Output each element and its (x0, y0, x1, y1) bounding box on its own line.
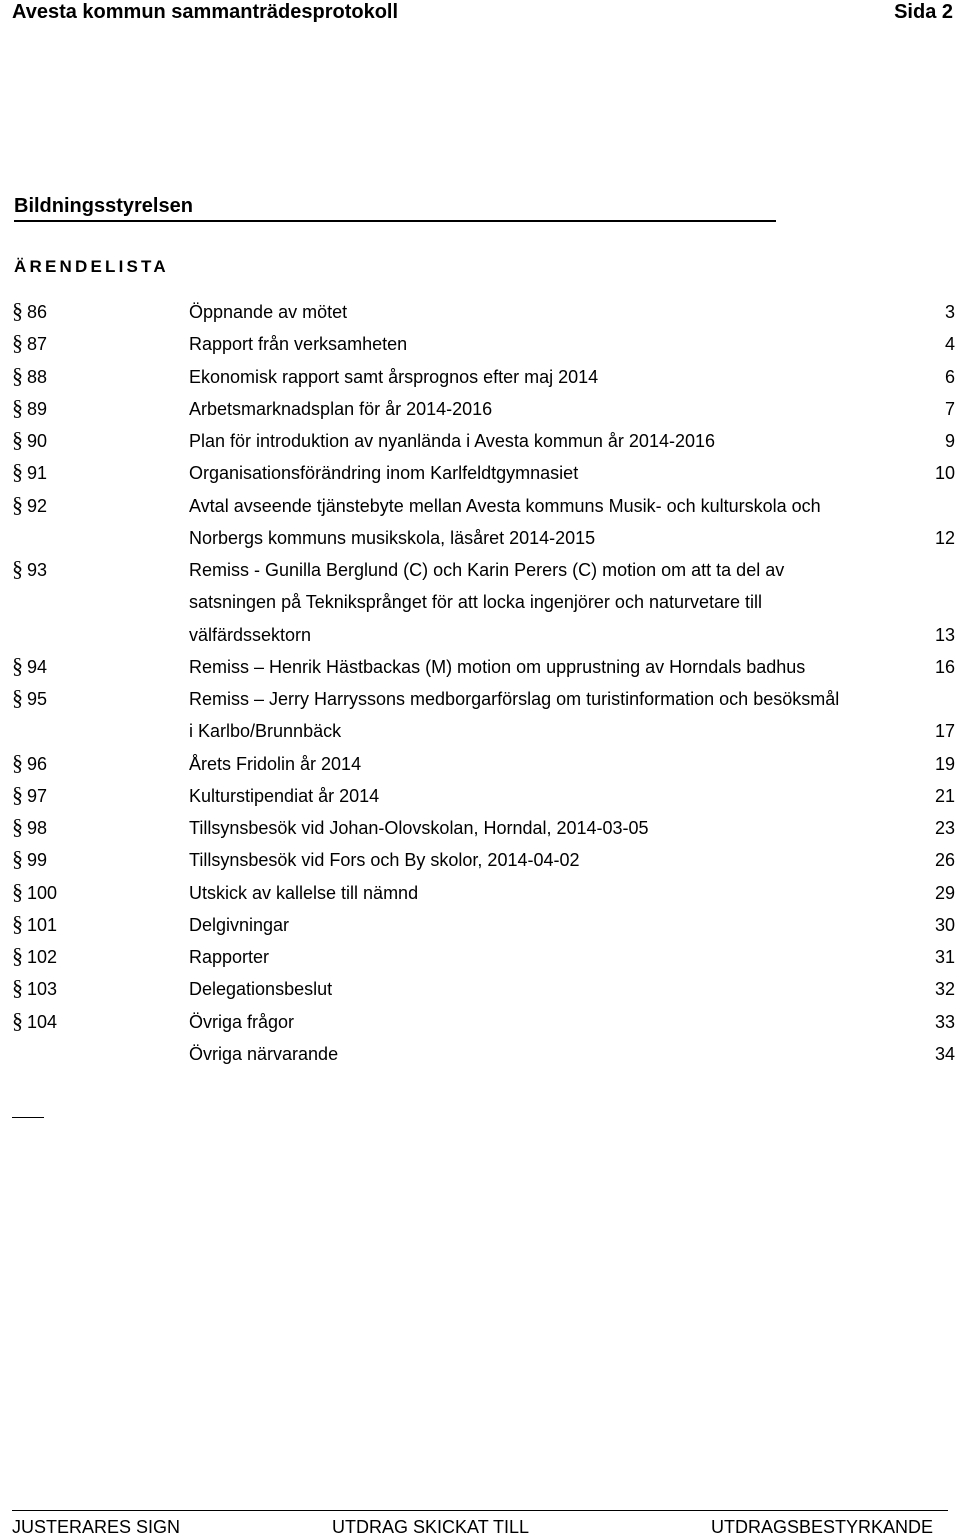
item-title-line: Organisationsförändring inom Karlfeldtgymnasiet (189, 463, 579, 484)
item-title-line: Övriga närvarande (189, 1043, 339, 1064)
item-title-line: Årets Fridolin år 2014 (189, 753, 362, 774)
agenda-list-title: ÄRENDELISTA (14, 257, 169, 276)
document-header-title: Avesta kommun sammanträdesprotokoll (12, 1, 399, 23)
item-title-line: i Karlbo/Brunnbäck (189, 721, 342, 742)
item-page-number: 4 (944, 334, 955, 355)
section-symbol: § (12, 781, 23, 807)
item-title-line: Remiss – Jerry Harryssons medborgarförslag om turistinformation och besöksmål (189, 689, 840, 709)
item-title-line: Tillsynsbesök vid Fors och By skolor, 2014-04-02 (189, 850, 580, 871)
committee-name: Bildningsstyrelsen (14, 195, 193, 217)
item-number: 103 (27, 979, 58, 1000)
item-number: 102 (27, 947, 58, 967)
item-number: 104 (27, 1011, 58, 1032)
item-number: 95 (27, 689, 48, 709)
section-symbol: § (12, 878, 23, 904)
item-number: 94 (27, 656, 48, 677)
item-number: 99 (27, 850, 48, 871)
item-title-line: Ekonomisk rapport samt årsprognos efter maj 2014 (189, 366, 599, 387)
section-symbol: § (12, 491, 23, 517)
committee-underline (14, 220, 776, 222)
section-symbol: § (12, 1007, 23, 1033)
item-title-line: satsningen på Tekniksprånget för att locka ingenjörer och naturvetare till (189, 592, 763, 613)
item-number: 87 (27, 334, 48, 355)
item-page-number: 19 (934, 753, 955, 774)
item-page-number: 23 (934, 818, 955, 838)
item-page-number: 30 (934, 914, 955, 935)
item-page-number: 10 (934, 463, 955, 484)
section-symbol: § (12, 910, 23, 936)
item-title-line: Plan för introduktion av nyanlända i Avesta kommun år 2014-2016 (189, 431, 715, 451)
item-number: 88 (27, 366, 48, 387)
item-title-line: Delegationsbeslut (189, 979, 333, 1000)
item-title-line: Remiss – Henrik Hästbackas (M) motion om upprustning av Horndals badhus (189, 656, 806, 677)
section-symbol: § (12, 394, 23, 420)
item-title-line: välfärdssektorn (189, 624, 312, 645)
section-symbol: § (12, 749, 23, 775)
item-title-line: Avtal avseende tjänstebyte mellan Avesta kommuns Musik- och kulturskola och (189, 495, 821, 516)
item-page-number: 26 (934, 850, 955, 871)
section-symbol: § (12, 459, 23, 485)
footer-justerares-sign: JUSTERARES SIGN (12, 1517, 181, 1537)
item-page-number: 31 (934, 947, 955, 967)
item-number: 92 (27, 495, 48, 516)
item-page-number: 9 (944, 431, 955, 451)
page-number-label: Sida 2 (894, 1, 953, 23)
item-title-line: Arbetsmarknadsplan för år 2014-2016 (189, 398, 493, 419)
item-page-number: 32 (934, 979, 955, 1000)
item-page-number: 6 (944, 366, 955, 387)
end-of-list-rule (12, 1117, 44, 1118)
item-page-number: 33 (934, 1011, 955, 1032)
item-page-number: 21 (934, 785, 955, 806)
item-page-number: 3 (944, 302, 955, 322)
item-title-line: Remiss - Gunilla Berglund (C) och Karin Perers (C) motion om att ta del av (189, 560, 785, 580)
item-page-number: 7 (944, 398, 955, 419)
item-page-number: 34 (934, 1043, 955, 1064)
item-title-line: Övriga frågor (189, 1011, 295, 1032)
item-number: 101 (27, 914, 58, 935)
item-number: 97 (27, 785, 48, 806)
item-title-line: Rapport från verksamheten (189, 334, 408, 355)
section-symbol: § (12, 814, 23, 839)
item-title-line: Utskick av kallelse till nämnd (189, 882, 419, 903)
item-number: 86 (27, 302, 48, 322)
footer-divider (12, 1510, 948, 1511)
item-number: 91 (27, 463, 48, 484)
item-title-line: Delgivningar (189, 914, 290, 935)
item-page-number: 16 (934, 656, 955, 677)
item-title-line: Rapporter (189, 947, 270, 967)
section-symbol: § (12, 362, 23, 388)
item-number: 98 (27, 818, 48, 838)
section-symbol: § (12, 685, 23, 710)
footer-utdragsbestyrkande: UTDRAGSBESTYRKANDE (710, 1517, 933, 1537)
section-symbol: § (12, 330, 23, 356)
item-title-line: Kulturstipendiat år 2014 (189, 785, 380, 806)
item-page-number: 12 (934, 527, 955, 548)
section-symbol: § (12, 975, 23, 1001)
section-symbol: § (12, 652, 23, 678)
item-number: 90 (27, 431, 48, 451)
item-title-line: Tillsynsbesök vid Johan-Olovskolan, Horndal, 2014-03-05 (189, 818, 649, 838)
item-number: 100 (27, 882, 58, 903)
item-number: 89 (27, 398, 48, 419)
item-number: 96 (27, 753, 48, 774)
item-number: 93 (27, 560, 48, 580)
section-symbol: § (12, 846, 23, 872)
item-page-number: 13 (934, 624, 955, 645)
section-symbol: § (12, 427, 23, 452)
section-symbol: § (12, 298, 23, 323)
section-symbol: § (12, 556, 23, 581)
item-page-number: 17 (934, 721, 955, 742)
item-title-line: Norbergs kommuns musikskola, läsåret 2014-2015 (189, 527, 596, 548)
item-title-line: Öppnande av mötet (189, 302, 348, 322)
item-page-number: 29 (934, 882, 955, 903)
footer-utdrag-skickat-till: UTDRAG SKICKAT TILL (332, 1517, 530, 1537)
section-symbol: § (12, 943, 23, 968)
